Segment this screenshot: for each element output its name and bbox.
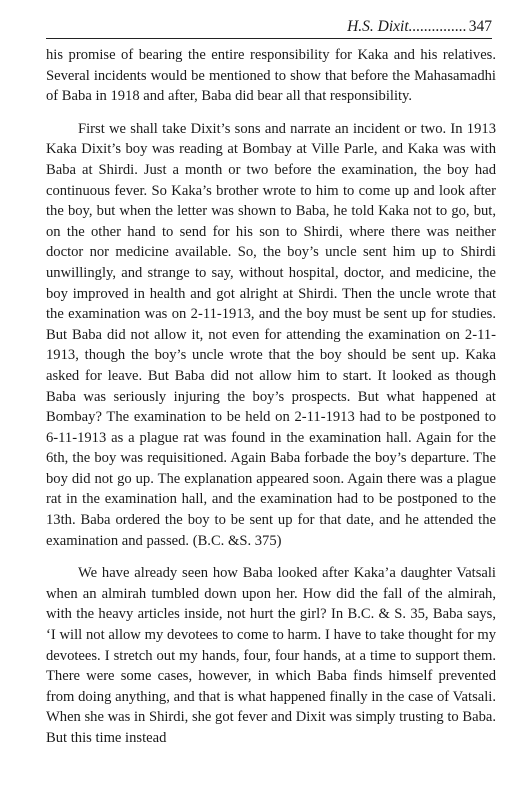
running-header xyxy=(46,14,492,39)
paragraph: his promise of bearing the entire responsibility for Kaka and his relatives. Several incidents would be mentioned to show that before the Mahasamadhi of Baba in 1918 and after, Baba did bear all that responsibility. xyxy=(46,47,496,105)
paragraph: We have already seen how Baba looked after Kaka’a daughter Vatsali when an almirah tumbled down upon her. How did the fall of the almirah, with the heavy articles inside, not hurt the girl? In B.C. & S. 35, Baba says, ‘I will not allow my devotees to come to harm. I have to take thought for my devotees. I stretch out my hands, four, four hands, at a time to support them. There were some cases, however, in which Baba finds himself prevented from doing anything, and that is what happened finally in the case of Vatsali. When she was in Shirdi, she got fever and Dixit was simply trusting to Baba. But this time instead xyxy=(46,565,496,746)
running-title: H.S. Dixit............... xyxy=(347,18,467,35)
page-number: 347 xyxy=(468,18,492,35)
paragraph-gap xyxy=(46,107,496,119)
body-text xyxy=(46,45,496,749)
paragraph-gap xyxy=(46,551,496,563)
paragraph: First we shall take Dixit’s sons and narrate an incident or two. In 1913 Kaka Dixit’s boy was reading at Bombay at Ville Parle, and Kaka was with Baba at Shirdi. Just a month or two before the examination, the boy had continuous fever. So Kaka’s brother wrote to him to come up and look after the boy, but when the letter was shown to Baba, he told Kaka not to go, but, on the other hand to send for his son to Shirdi, where there was neither doctor nor medicine available. So, the boy’s uncle sent him up to Shirdi unwillingly, and strange to say, without hospital, doctor, and medicine, the boy improved in health and got alright at Shirdi. Then the uncle wrote that the examination was on 2-11-1913, and the boy must be sent up for studies. But Baba did not allow it, not even for attending the examination on 2-11-1913, though the boy’s uncle wrote that the boy should be sent up. Kaka asked for leave. But Baba did not allow him to start. It looked as though Baba was seriously injuring the boy’s prospects. But what happened at Bombay? The examination to be held on 2-11-1913 had to be postponed to 6-11-1913 as a plague rat was found in the examination hall. Again for the 6th, the boy was requisitioned. Again Baba forbade the boy’s departure. The boy did not go up. The explanation appeared soon. Again there was a plague rat in the examination hall, and the examination had to be postponed to the 13th. Baba ordered the boy to be sent up for that date, and he attended the examination and passed. (B.C. &S. 375) xyxy=(46,120,496,549)
